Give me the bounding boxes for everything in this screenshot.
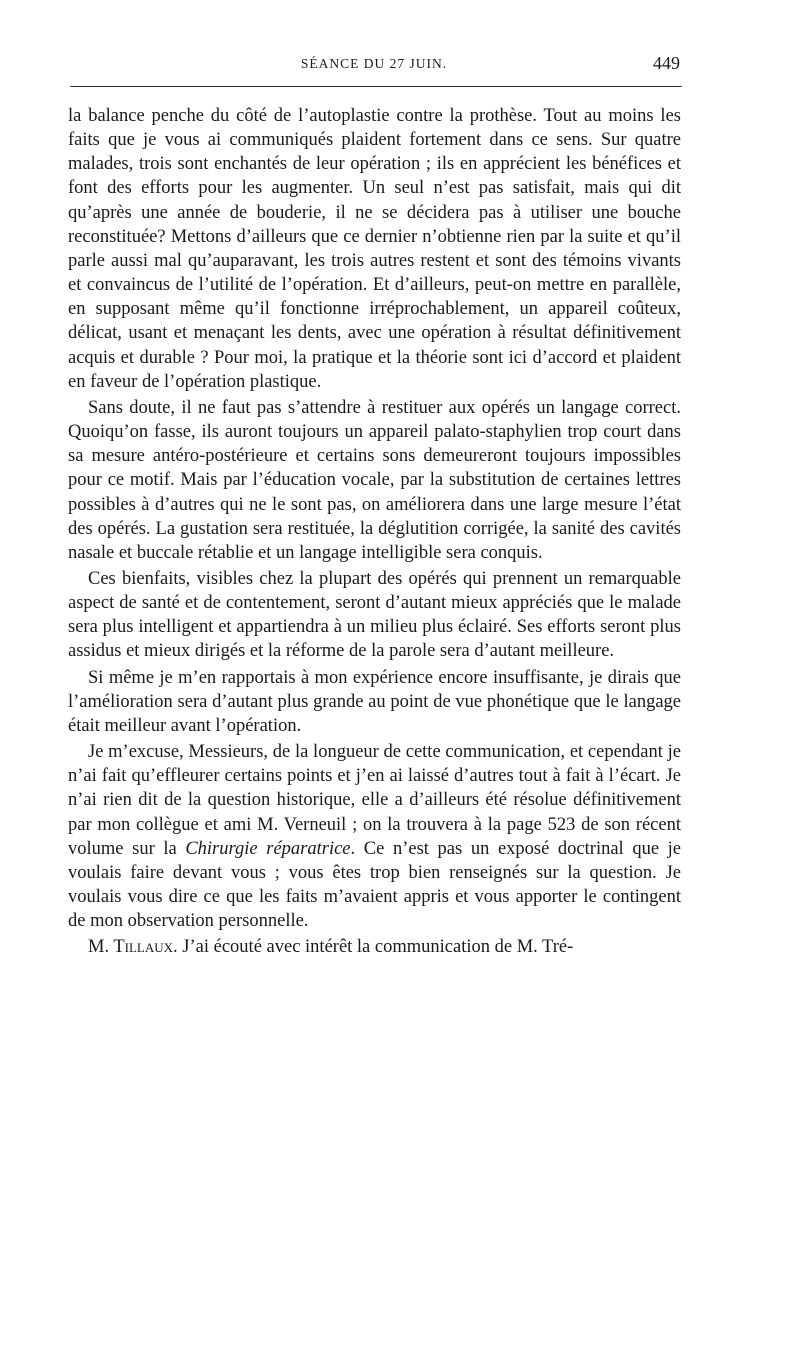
paragraph-1: la balance penche du côté de l’autoplastie contre la prothèse. Tout au moins les faits que je vous ai communiqués plaident fortement dans ce sens. Sur quatre malades, trois sont enchantés de leur opération ; ils en apprécient les bénéfices et font des efforts pour les augmenter. Un seul n’est pas satisfait, mais qui dit qu’après une année de bouderie, il ne se décidera pas à utiliser une bouche reconstituée? Mettons d’ailleurs que ce dernier n’obtienne rien par la suite et qu’il parle aussi mal qu’auparavant, les trois autres restent et sont des témoins vivants et convaincus de l’utilité de l’opération. Et d’ailleurs, peut-on mettre en parallèle, en supposant même qu’il fonctionne irréprochablement, un appareil coûteux, délicat, usant et menaçant les dents, avec une opération à résultat définitivement acquis et durable ? Pour moi, la pratique et la théorie sont ici d’accord et plaident en faveur de l’opération plastique. <box>68 106 681 392</box>
page-header <box>68 53 680 84</box>
page-number: 449 <box>653 53 680 73</box>
paragraph-6: M. Tillaux. J’ai écouté avec intérêt la communication de M. Tré- <box>88 937 574 958</box>
paragraph-4: Si même je m’en rapportais à mon expérience encore insuffisante, je dirais que l’amélioration sera d’autant plus grande au point de vue phonétique que le langage était meilleur avant l’opération. <box>68 667 681 736</box>
running-title: SÉANCE DU 27 JUIN. <box>300 56 448 71</box>
book-title: Chirurgie réparatrice <box>185 838 351 859</box>
paragraph-2: Sans doute, il ne faut pas s’attendre à restituer aux opérés un langage correct. Quoiqu’on fasse, ils auront toujours un appareil palato-staphylien trop court dans sa mesure antéro-postérieure et certains sons demeureront toujours impossibles pour ce motif. Mais par l’éducation vocale, par la substitution de certaines lettres possibles à d’autres qui ne le sont pas, on améliorera dans une large mesure l’état des opérés. La gustation sera restituée, la déglutition corrigée, la sanité des cavités nasale et buccale rétablie et un langage intelligible sera conquis. <box>68 397 681 563</box>
paragraph-3: Ces bienfaits, visibles chez la plupart des opérés qui prennent un remarquable aspect de santé et de contentement, seront d’autant mieux appréciés que le malade sera plus intelligent et appartiendra à un milieu plus éclairé. Ses efforts seront plus assidus et mieux dirigés et la réforme de la parole sera d’autant meilleure. <box>68 568 681 662</box>
speaker-name: M. Tillaux. <box>88 937 178 958</box>
body-text <box>68 104 681 959</box>
paragraph-5: Je m’excuse, Messieurs, de la longueur de cette communication, et cependant je n’ai fait qu’effleurer certains points et j’en ai laissé d’autres tout à fait à l’écart. Je n’ai rien dit de la question historique, elle a d’ailleurs été résolue définitivement par mon collègue et ami M. Verneuil ; on la trouvera à la page 523 de son récent volume sur la Chirurgie réparatrice. Ce n’est pas un exposé doctrinal que je voulais faire devant vous ; vous êtes trop bien renseignés sur la question. Je voulais vous dire ce que les faits m’avaient appris et vous apporter le contingent de mon observation personnelle. <box>68 742 681 932</box>
header-rule <box>70 86 682 87</box>
